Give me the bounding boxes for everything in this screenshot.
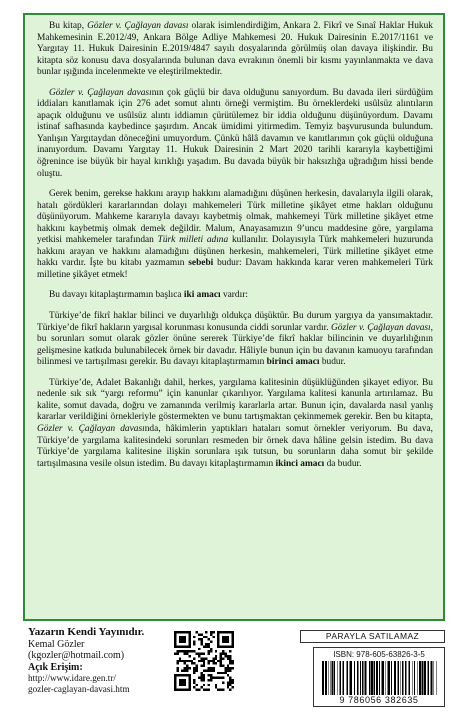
paragraph-text-run: birinci amacı [266, 357, 320, 368]
paragraph-text-run: nda, hâkimlerin yaptıkları hataları somut örnekler veriyorum. Bu dava, Türkiye’de yargılama kalitesindeki sorunları resmeden bir örnek dava hâline gelsin istedim. Bu dava Türkiye’de yargılama kalitesine ilişkin sorunlara ışık tutsun, bu sorunların daha somut bir şekilde tartışılmasına vesile olsun istedim. Bu davayı kitaplaştırmamın [37, 423, 433, 469]
paragraph-2 [37, 88, 433, 180]
paragraph-text-run: Türkiye’de fikrî haklar bilinci ve duyarlılığı oldukça düşüktür. Bu durum yargıya da yansımaktadır. Türkiye’de fikrî hakların yargısal korunması konusunda ciddi sorunlar vardır. [37, 311, 433, 333]
qr-code-icon [174, 631, 234, 691]
paragraph-text-run: ikinci amacı [275, 458, 325, 469]
barcode-digits: 9 786056 382635 [339, 695, 419, 705]
open-access-url-line-2: gozler-caglayan-davasi.htm [28, 683, 130, 694]
paragraph-text-run: Türk milleti adına [157, 235, 229, 246]
open-access-label: Açık Erişim: [28, 661, 83, 673]
author-email: (kgozler@hotmail.com) [28, 650, 125, 661]
paragraph-text-run: nın çok güçlü bir dava olduğunu sanıyordum. Bu davada ileri sürdüğüm iddiaları kanıtlamak için 276 adet somut alıntı örneği vermiştim. Bu örneklerdeki usûlsüz alıntıların apaçık olduğunu ve usûlsüz alıntı iddiamın çürütülemez bir iddia olduğunu düşünüyordum. Davamı istinaf safhasında kaybedince şaşırdım. Ancak ümidimi yitirmedim. Temyiz başvurusunda bulundum. Yanlışın Yargıtaydan döneceğini umuyordum. Çünkü hâlâ davamın ve kanıtlarımın çok güçlü olduğuna inanıyordum. Davamı Yargıtay 11. Hukuk Dairesinin 2 Mart 2020 tarihli kararıyla kaybettiğimi öğrenince ise büyük bir hayal kırıklığı yaşadım. Bu davada büyük bir haksızlığa uğradığım hissi bende oluştu. [37, 87, 433, 179]
paragraph-text-run: Gerek benim, gerekse hakkını arayıp hakkını alamadığını düşünen herkesin, davalarıyla ilgili olarak, hatalı gördükleri kararlarından dolayı mahkemeleri Türk milletine şikâyet etme hakları olduğunu düşünüyorum. Mahkeme kararıyla davayı kaybetmiş olmak, mahkemeyi Türk milletine şikâyet etme hakkını kaybetmiş olmak demek değildir. Malum, Anayasamızın 9’uncu maddesine göre, yargılama yetkisi mahkemeler tarafından [37, 189, 433, 246]
paragraph-text-run: Gözler v. Çağlayan davası [87, 21, 189, 31]
paragraph-text-run: Gözler v. Çağlayan davası [37, 423, 145, 434]
paragraph-text-run: Türkiye’de, Adalet Bakanlığı dahil, herkes, yargılama kalitesinin düşüklüğünden şikayet ediyor. Bu nedenle sık sık “yargı reformu” için kanunlar çıkarılıyor. Yargılama kalitesi kanunla artırılamaz. Bu kalite, somut davada, doğru ve zamanında verilmiş kararlarla artar. Bunun için, davalarda nasıl yanlış kararlar verildiğini örnekleriyle göstermekten ve bunu tartışmaktan çekinmemek gerekir. Ben bu kitapta, [37, 377, 433, 423]
paragraph-text-run: Gözler v. Çağlayan davası [331, 322, 431, 333]
open-access-url-line-1: http://www.idare.gen.tr/ [28, 673, 116, 683]
paragraph-text-run: , bu sorunları somut olarak gözler önüne sererek Türkiye’de fikrî haklar bilincinin ve duyarlılığının gelişmesine katkıda bulunabilecek örnek bir davadır. Hâliyle bunun için bu davanın kamuoyu tarafından bilinmesi ve tartışılması gerekir. Bu davayı kitaplaştırmamın [37, 322, 433, 368]
publisher-info [28, 627, 178, 694]
paragraph-text-run: iki amacı [183, 290, 221, 301]
isbn-barcode-box [313, 647, 445, 707]
paragraph-4 [37, 290, 433, 302]
paragraph-text-run: Bu kitap, [49, 21, 88, 31]
paragraph-text-run: da budur. [324, 458, 362, 469]
paragraph-3 [37, 189, 433, 281]
not-for-sale-label: PARAYLA SATILAMAZ [300, 630, 445, 643]
paragraph-text-run: vardır: [220, 290, 248, 301]
barcode-icon [320, 661, 440, 695]
paragraph-text-run: olarak isimlendirdiğim, Ankara 2. Fikrî ve Sınaî Haklar Hukuk Mahkemesinin E.2012/49, Ankara Bölge Adliye Mahkemesi 20. Hukuk Dairesinin E.2017/1161 ve Yargıtay 11. Hukuk Dairesinin E.2019/4847 sayılı dosyalarında görülmüş olan davaya ilişkindir. Bu kitapta söz konusu dava dosyalarında bulunan dava evrakının önemli bir kısmı yayınlanmakta ve dava bunlar ışığında incelenmekte ve eleştirilmektedir. [37, 21, 433, 78]
paragraph-1 [37, 21, 433, 79]
isbn-number: ISBN: 978-605-63826-3-5 [333, 650, 425, 659]
paragraph-text-run: budur: Davam hakkında karar veren mahkemeleri Türk milletine şikâyet etmek! [37, 258, 433, 280]
paragraph-text-run: budur. [319, 357, 346, 368]
back-cover-text-panel [23, 13, 445, 621]
paragraph-text-run: sebebi [188, 258, 214, 269]
paragraph-text-run: Gözler v. Çağlayan davası [49, 87, 152, 98]
author-name: Kemal Gözler [28, 638, 85, 650]
paragraph-5 [37, 311, 433, 369]
back-cover-footer [28, 627, 445, 711]
paragraph-6 [37, 378, 433, 470]
paragraph-text-run: Bu davayı kitaplaştırmamın başlıca [49, 290, 184, 301]
paragraph-text-run: kullanılır. Dolayısıyla Türk mahkemeleri huzurunda hakkını arayan ve hakkını alamadığını düşünen herkesin, mahkemeleri, Türk milletine şikâyet etme hakkı vardır. İşte bu kitabı yazmamın [37, 235, 433, 269]
publisher-title: Yazarın Kendi Yayınıdır. [28, 626, 145, 638]
